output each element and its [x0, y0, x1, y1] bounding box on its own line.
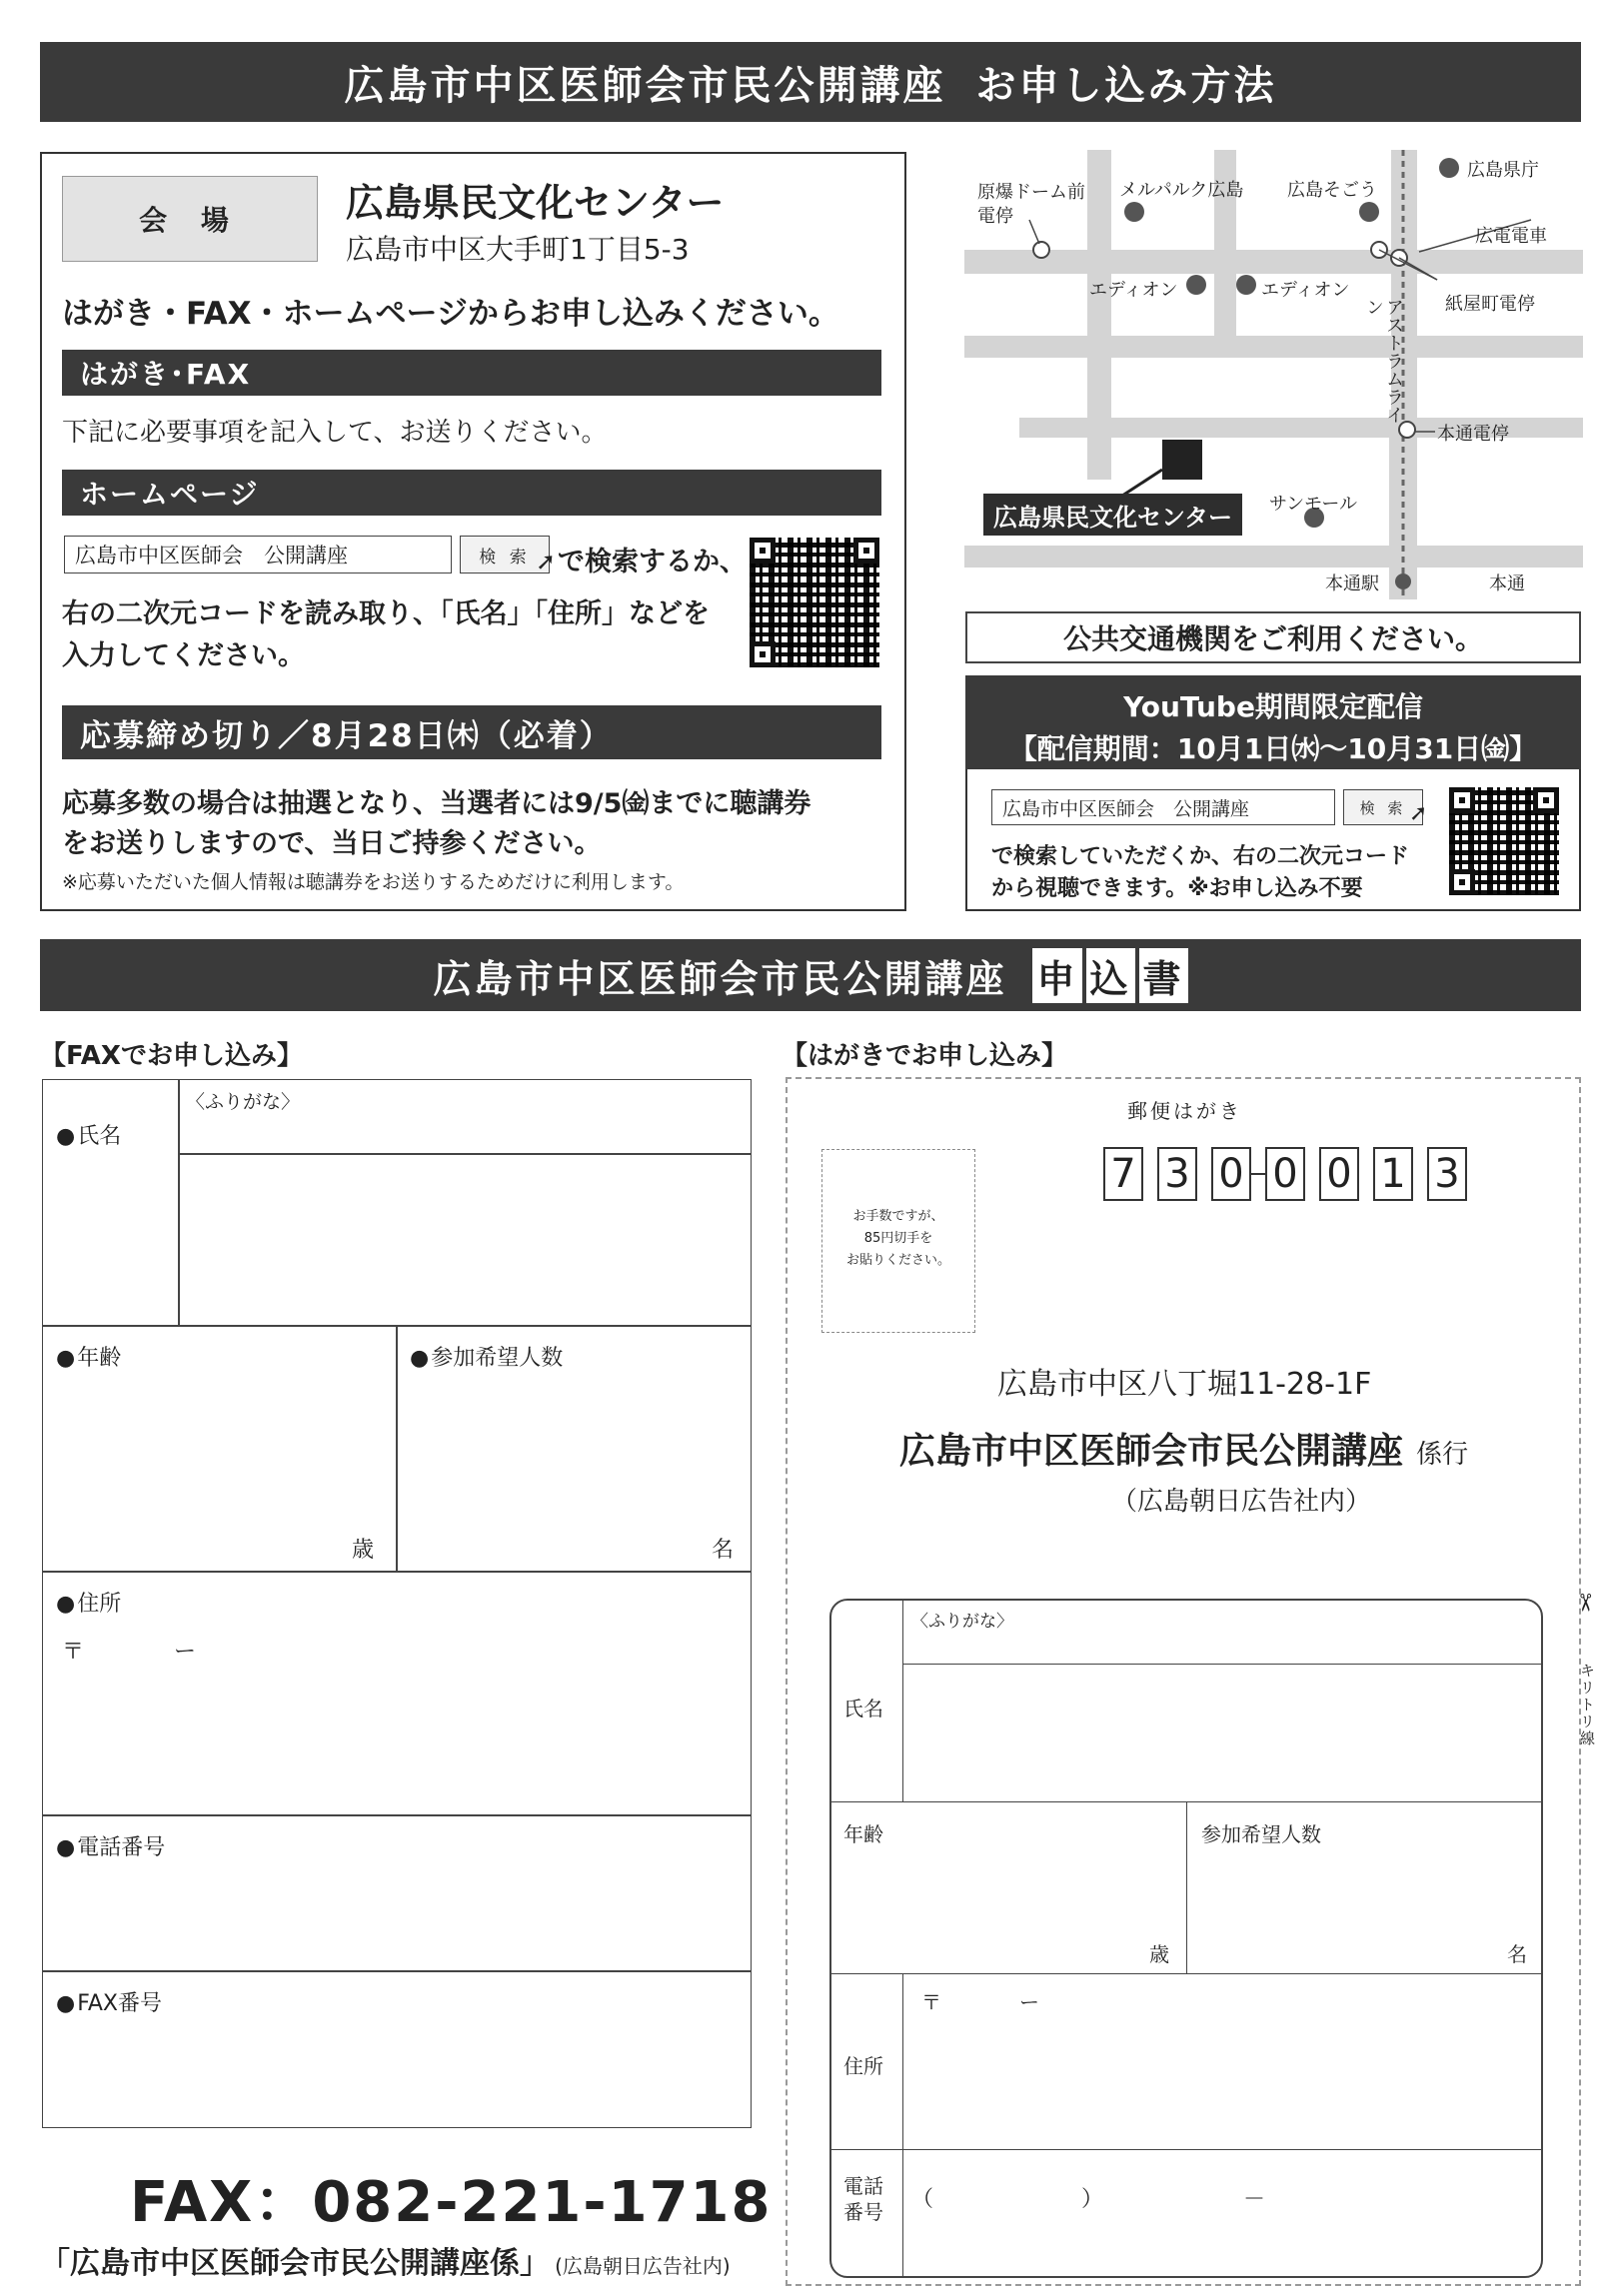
postcard-recipient	[899, 1423, 1468, 1474]
postal-digit-7: 3	[1427, 1147, 1467, 1201]
top-banner-title: 広島市中区医師会市民公開講座	[344, 62, 946, 109]
fax-postal-dash: ー	[174, 1640, 197, 1665]
map-label-edion2: エディオン	[1261, 280, 1350, 301]
form-banner	[40, 939, 1581, 1011]
pc-name-label: 氏名	[843, 1697, 883, 1721]
pc-age-unit: 歳	[1149, 1942, 1169, 1966]
pc-phone-label1: 電話	[843, 2174, 883, 2198]
cut-line-label: キリトリ線	[1578, 1663, 1596, 1747]
fax-name-field[interactable]	[178, 1153, 752, 1327]
youtube-text1: で検索していただくか、右の二次元コード	[991, 844, 1410, 869]
stamp-line3: お貼りください。	[845, 1253, 950, 1268]
postal-digit-separator	[1251, 1173, 1265, 1175]
postcard-fax-text: 下記に必要事項を記入して、お送りください。	[62, 418, 608, 448]
homepage-line1: で検索するか、	[558, 547, 747, 577]
fax-phone-label: ● 電話番号	[56, 1830, 165, 1861]
fax-number: FAX：082-221-1718	[130, 2170, 773, 2235]
top-banner-suffix: お申し込み方法	[975, 62, 1277, 109]
pc-postal-dash: ー	[1019, 1990, 1039, 2014]
homepage-line2: 右の二次元コードを読み取り、「氏名」「住所」などを	[62, 598, 710, 629]
pc-furigana-label: 〈ふりがな〉	[911, 1612, 1013, 1632]
venue-label: 会 場	[139, 204, 241, 237]
postcard-form-frame	[829, 1599, 1543, 2278]
form-banner-char-2: 込	[1086, 948, 1135, 1003]
fax-recipient-sub: (広島朝日広告社内)	[555, 2254, 731, 2278]
venue-label-box	[62, 176, 318, 262]
fax-recipient	[40, 2238, 731, 2282]
map-label-hondori-station: 本通駅	[1325, 574, 1379, 594]
pc-phone-dash: －	[1243, 2187, 1266, 2212]
map-label-astram: アストラムライン	[1363, 298, 1404, 424]
pc-age-label: 年齢	[843, 1822, 883, 1846]
youtube-text2: から視聴できます。※お申し込み不要	[991, 876, 1363, 901]
stamp-line1: お手数ですが、	[852, 1209, 944, 1224]
postcard-recipient-name: 広島市中区医師会市民公開講座	[899, 1431, 1404, 1472]
pc-paren-close: ）	[1081, 2187, 1104, 2212]
postal-digit-6: 1	[1373, 1147, 1413, 1201]
deadline-note: ※応募いただいた個人情報は聴講券をお送りするためだけに利用します。	[62, 871, 685, 893]
postcard-recipient-suffix: 係行	[1416, 1440, 1469, 1470]
homepage-qr-code-icon[interactable]	[750, 538, 879, 667]
pc-address-label: 住所	[843, 2054, 883, 2078]
pc-phone-label2: 番号	[843, 2200, 883, 2224]
postcard-address: 広島市中区八丁堀11-28-1F	[997, 1367, 1372, 1402]
fax-furigana-label: 〈ふりがな〉	[186, 1091, 301, 1113]
homepage-heading: ホームページ	[62, 470, 881, 516]
map-label-sogo: 広島そごう	[1287, 180, 1377, 201]
fax-recipient-name: 「広島市中区医師会市民公開講座係」	[40, 2246, 550, 2281]
map-label-hondori-stop: 本通電停	[1437, 424, 1509, 445]
fax-address-field[interactable]	[42, 1571, 752, 1816]
pc-address-field[interactable]	[903, 1974, 1543, 2150]
map-label-genbaku: 原爆ドーム前	[977, 182, 1085, 203]
deadline-text1: 応募多数の場合は抽選となり、当選者には9/5㈮までに聴講券	[62, 788, 811, 819]
youtube-search-button[interactable]: 検 索	[1343, 789, 1423, 825]
map-label-genbaku-stop: 電停	[977, 206, 1013, 227]
cursor-icon: ➚	[536, 548, 557, 575]
postcard-title: 郵便はがき	[1127, 1099, 1242, 1123]
homepage-search-button[interactable]: 検 索	[460, 536, 550, 574]
postcard-recipient-sub: （広島朝日広告社内）	[1111, 1487, 1372, 1517]
stamp-area	[821, 1149, 975, 1333]
postal-digit-3: 0	[1211, 1147, 1251, 1201]
youtube-header	[965, 675, 1581, 769]
pc-paren-open: （	[911, 2187, 934, 2212]
form-banner-title: 広島市中区医師会市民公開講座	[433, 956, 1007, 1001]
map-label-hondori: 本通	[1489, 574, 1525, 594]
homepage-line3: 入力してください。	[62, 640, 305, 671]
deadline-text2: をお送りしますので、当日ご持参ください。	[62, 828, 602, 859]
fax-name-label: ● 氏名	[56, 1119, 121, 1150]
youtube-title: YouTube期間限定配信	[1123, 690, 1423, 723]
pc-postal-mark: 〒	[921, 1990, 941, 2014]
fax-age-unit: 歳	[352, 1538, 375, 1563]
youtube-period: 【配信期間：10月1日㈬～10月31日㈮】	[1008, 732, 1538, 765]
fax-age-label: ● 年齢	[56, 1341, 121, 1372]
form-banner-char-3: 書	[1139, 948, 1188, 1003]
map-label-sunmall: サンモール	[1269, 494, 1358, 515]
map-label-parco: メルパルク広島	[1119, 180, 1244, 201]
fax-name-label-cell	[42, 1079, 180, 1327]
map-label-kencho: 広島県庁	[1467, 160, 1539, 181]
apply-methods: はがき・FAX・ホームページからお申し込みください。	[62, 296, 839, 332]
fax-postal-mark: 〒	[62, 1640, 85, 1665]
postcard-form-heading: 【はがきでお申し込み】	[782, 1041, 1068, 1071]
fax-form-heading: 【FAXでお申し込み】	[40, 1041, 303, 1071]
postal-digit-4: 0	[1265, 1147, 1305, 1201]
youtube-search-input[interactable]: 広島市中区医師会 公開講座	[991, 789, 1335, 825]
postal-digit-1: 7	[1103, 1147, 1143, 1201]
fax-fax-label: ● FAX番号	[56, 1986, 162, 2017]
map-label-hiroden: 広電電車	[1475, 226, 1547, 247]
scissors-icon: ✂	[1571, 1592, 1599, 1614]
pc-participants-label: 参加希望人数	[1201, 1822, 1321, 1846]
youtube-qr-code-icon[interactable]	[1449, 787, 1559, 895]
postal-digit-5: 0	[1319, 1147, 1359, 1201]
map-label-edion1: エディオン	[1089, 280, 1178, 301]
venue-name: 広島県民文化センター	[346, 181, 725, 225]
fax-address-label: ● 住所	[56, 1587, 121, 1618]
top-banner	[40, 42, 1581, 122]
youtube-cursor-icon: ➚	[1409, 801, 1428, 826]
homepage-search-input[interactable]: 広島市中区医師会 公開講座	[64, 536, 452, 574]
pc-participants-unit: 名	[1507, 1942, 1527, 1966]
pc-age-field[interactable]	[831, 1802, 1187, 1974]
fax-participants-label: ● 参加希望人数	[410, 1341, 563, 1372]
pc-name-field[interactable]	[903, 1665, 1543, 1802]
venue-address: 広島市中区大手町1丁目5-3	[346, 233, 690, 266]
postcard-fax-heading: はがき･FAX	[62, 350, 881, 396]
map-label-kamiyacho: 紙屋町電停	[1445, 294, 1535, 315]
venue-map	[959, 150, 1583, 599]
stamp-line2: 85円切手を	[863, 1231, 933, 1246]
map-label-bunka: 広島県民文化センター	[983, 494, 1242, 536]
form-banner-char-1: 申	[1032, 948, 1081, 1003]
pc-phone-field[interactable]	[903, 2150, 1543, 2278]
transport-note: 公共交通機関をご利用ください。	[965, 611, 1581, 663]
deadline-heading: 応募締め切り／8月28日㈭（必着）	[62, 705, 881, 759]
postal-digit-2: 3	[1157, 1147, 1197, 1201]
fax-participants-unit: 名	[712, 1538, 735, 1563]
